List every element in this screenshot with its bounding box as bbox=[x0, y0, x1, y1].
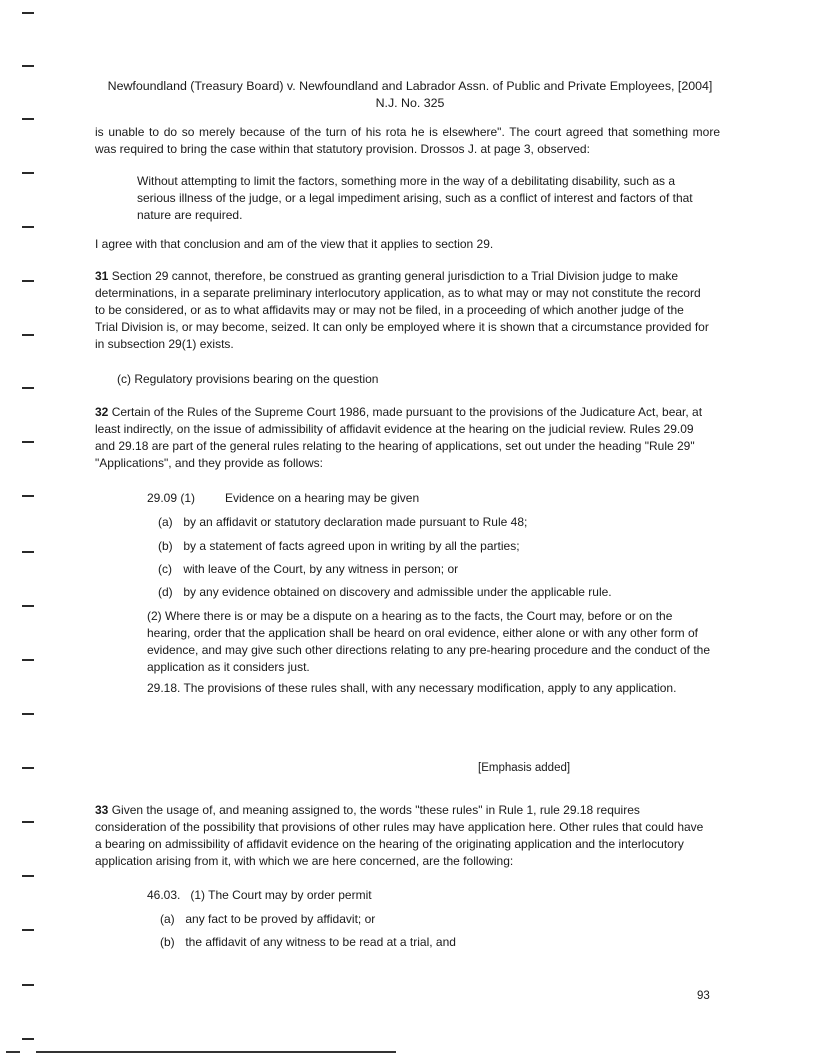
text-line bbox=[95, 802, 720, 819]
item-text: by any evidence obtained on discovery and admissible under the applicable rule. bbox=[183, 585, 612, 599]
text-span: Certain of the Rules of the Supreme Court 1986, made pursuant to the provisions of the Judicature Act, bear, at bbox=[111, 405, 703, 419]
rule-number: 29.09 (1) bbox=[147, 491, 196, 505]
paragraph-33 bbox=[95, 802, 720, 870]
rule-number: 46.03. bbox=[147, 888, 181, 902]
section-subheading: (c) Regulatory provisions bearing on the question bbox=[117, 372, 379, 386]
rule-item bbox=[158, 538, 718, 555]
emphasis-note: [Emphasis added] bbox=[478, 762, 571, 774]
item-text: by an affidavit or statutory declaration made pursuant to Rule 48; bbox=[183, 515, 528, 529]
margin-tick bbox=[22, 172, 34, 174]
text-line: hearing, order that the application shall be heard on oral evidence, either alone or with any other form of bbox=[147, 626, 699, 640]
text-line: to be considered, or as to what affidavits may or may not be filed, in a proceeding of which another judge of the bbox=[95, 303, 684, 317]
margin-tick bbox=[22, 495, 34, 497]
text-line: "Applications", and they provide as follows: bbox=[95, 456, 323, 470]
paragraph-number: 33 bbox=[95, 803, 109, 817]
item-text: by a statement of facts agreed upon in writing by all the parties; bbox=[183, 539, 520, 553]
agree-paragraph: I agree with that conclusion and am of the view that it applies to section 29. bbox=[95, 237, 494, 251]
rule-item bbox=[158, 514, 718, 531]
header-case-title: Newfoundland (Treasury Board) v. Newfoundland and Labrador Assn. of Public and Private Employees, [2004] bbox=[107, 79, 713, 93]
rule-29-18: 29.18. The provisions of these rules shall, with any necessary modification, apply to any application. bbox=[147, 681, 677, 695]
bottom-edge-line bbox=[6, 1051, 20, 1053]
text-line: (2) Where there is or may be a dispute on a hearing as to the facts, the Court may, before or on the bbox=[147, 609, 673, 623]
header-citation: N.J. No. 325 bbox=[375, 96, 445, 110]
text-line: serious illness of the judge, or a legal impediment arising, such as a conflict of interest and factors of that bbox=[137, 191, 693, 205]
text-line bbox=[95, 404, 720, 421]
rule-item bbox=[160, 934, 720, 951]
text-span: Given the usage of, and meaning assigned to, the words "these rules" in Rule 1, rule 29.18 requires bbox=[111, 803, 640, 817]
rule-item bbox=[158, 584, 718, 601]
text-line: a bearing on admissibility of affidavit evidence on the hearing of the originating application and the interlocutory bbox=[95, 837, 684, 851]
paragraph-number: 31 bbox=[95, 269, 109, 283]
margin-tick bbox=[22, 713, 34, 715]
text-line: was required to bring the case within that statutory provision. Drossos J. at page 3, observed: bbox=[95, 142, 590, 156]
item-label: (b) bbox=[158, 539, 173, 553]
margin-tick bbox=[22, 280, 34, 282]
margin-tick bbox=[22, 387, 34, 389]
text-line: in subsection 29(1) exists. bbox=[95, 337, 234, 351]
text-line: is unable to do so merely because of the turn of his rota he is elsewhere". The court agreed that something more bbox=[95, 125, 720, 139]
item-text: any fact to be proved by affidavit; or bbox=[185, 912, 376, 926]
margin-tick bbox=[22, 821, 34, 823]
item-text: the affidavit of any witness to be read at a trial, and bbox=[185, 935, 456, 949]
margin-tick bbox=[22, 767, 34, 769]
text-line: evidence, and may give such other directions relating to any pre-hearing procedure and the conduct of the bbox=[147, 643, 711, 657]
rule-29-09-subsection-2 bbox=[147, 608, 717, 676]
margin-tick bbox=[22, 65, 34, 67]
text-line: least indirectly, on the issue of admissibility of affidavit evidence at the hearing on the judicial review. Rules 29.09 bbox=[95, 422, 694, 436]
text-line: determinations, in a separate preliminary interlocutory application, as to what may or may not constitute the record bbox=[95, 286, 701, 300]
text-line: application as it considers just. bbox=[147, 660, 310, 674]
document-header bbox=[60, 78, 760, 112]
rule-item bbox=[158, 561, 718, 578]
item-label: (b) bbox=[160, 935, 175, 949]
margin-tick bbox=[22, 334, 34, 336]
text-line: application arising from it, with which we are here concerned, are the following: bbox=[95, 854, 514, 868]
paragraph-32 bbox=[95, 404, 720, 472]
text-line: Without attempting to limit the factors, something more in the way of a debilitating disability, such as a bbox=[137, 174, 676, 188]
margin-tick bbox=[22, 1038, 34, 1040]
rule-item bbox=[160, 911, 720, 928]
rule-46-03-heading bbox=[147, 887, 372, 904]
item-text: with leave of the Court, by any witness in person; or bbox=[183, 562, 459, 576]
margin-tick bbox=[22, 551, 34, 553]
rule-text: Evidence on a hearing may be given bbox=[225, 491, 420, 505]
margin-tick bbox=[22, 929, 34, 931]
page-number: 93 bbox=[697, 990, 710, 1002]
item-label: (d) bbox=[158, 585, 173, 599]
paragraph-number: 32 bbox=[95, 405, 109, 419]
text-line: Trial Division is, or may become, seized. It can only be employed where it is shown that a circumstance provided for bbox=[95, 320, 709, 334]
margin-tick bbox=[22, 984, 34, 986]
margin-tick bbox=[22, 226, 34, 228]
rule-text: (1) The Court may by order permit bbox=[190, 888, 372, 902]
text-line: consideration of the possibility that provisions of other rules may have application here. Other rules that could have bbox=[95, 820, 704, 834]
item-label: (a) bbox=[160, 912, 175, 926]
text-line: and 29.18 are part of the general rules relating to the hearing of applications, set out under the heading "Rule 29" bbox=[95, 439, 695, 453]
item-label: (c) bbox=[158, 562, 172, 576]
text-line bbox=[95, 268, 720, 285]
margin-tick bbox=[22, 875, 34, 877]
margin-tick bbox=[22, 659, 34, 661]
margin-tick bbox=[22, 441, 34, 443]
text-span: Section 29 cannot, therefore, be construed as granting general jurisdiction to a Trial Division judge to make bbox=[111, 269, 679, 283]
margin-tick bbox=[22, 605, 34, 607]
text-line: nature are required. bbox=[137, 208, 243, 222]
item-label: (a) bbox=[158, 515, 173, 529]
paragraph-31 bbox=[95, 268, 720, 353]
margin-tick bbox=[22, 12, 34, 14]
block-quote bbox=[137, 173, 712, 224]
rule-29-09-heading bbox=[147, 490, 419, 507]
intro-paragraph bbox=[95, 124, 720, 158]
bottom-edge-line bbox=[36, 1051, 396, 1053]
margin-tick bbox=[22, 118, 34, 120]
